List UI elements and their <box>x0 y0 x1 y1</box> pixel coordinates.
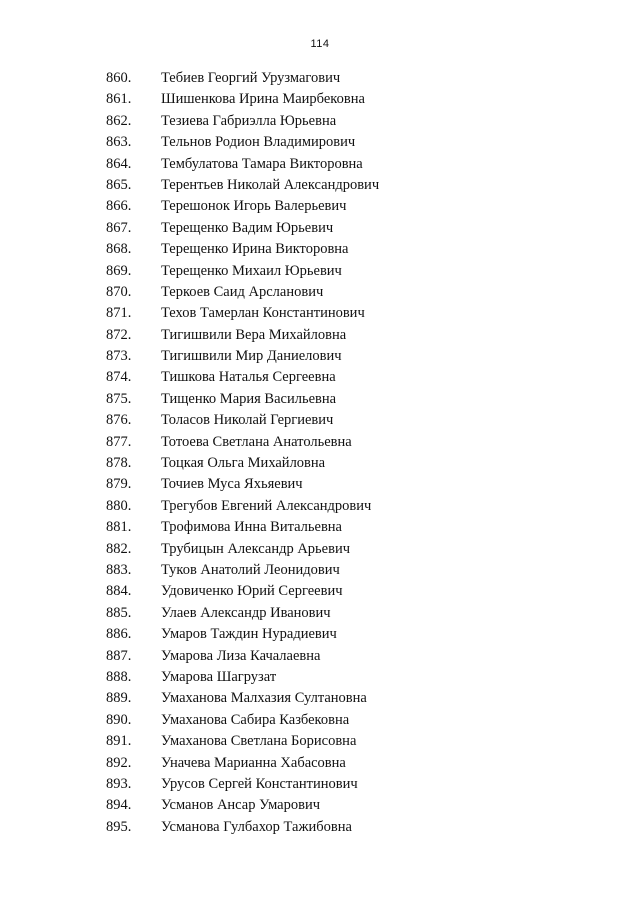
entry-name: Умаханова Сабира Казбековна <box>161 711 350 728</box>
list-item <box>0 325 640 346</box>
entry-number: 869. <box>106 262 132 279</box>
entry-name: Терещенко Михаил Юрьевич <box>161 262 342 279</box>
entry-number: 892. <box>106 754 132 771</box>
entry-number: 882. <box>106 540 132 557</box>
list-item <box>0 389 640 410</box>
entry-name: Тоцкая Ольга Михайловна <box>161 455 326 472</box>
entry-number: 867. <box>106 219 132 236</box>
entry-name: Умарова Шагрузат <box>161 668 277 685</box>
entry-name: Терешонок Игорь Валерьевич <box>161 198 347 215</box>
list-item <box>0 817 640 838</box>
entry-number: 870. <box>106 283 132 300</box>
entry-name: Тигишвили Мир Даниелович <box>161 348 342 365</box>
entry-number: 883. <box>106 561 132 578</box>
list-item <box>0 154 640 175</box>
entry-name: Тишкова Наталья Сергеевна <box>161 369 336 386</box>
entry-name: Умаров Таждин Нурадиевич <box>161 626 337 643</box>
entry-number: 861. <box>106 91 132 108</box>
entry-name: Трофимова Инна Витальевна <box>161 519 342 536</box>
list-item <box>0 132 640 153</box>
list-item <box>0 239 640 260</box>
entry-number: 877. <box>106 433 132 450</box>
list-item <box>0 581 640 602</box>
list-item <box>0 560 640 581</box>
entry-name: Терещенко Вадим Юрьевич <box>161 219 334 236</box>
entry-number: 888. <box>106 668 132 685</box>
list-item <box>0 731 640 752</box>
entry-name: Усманов Ансар Умарович <box>161 797 321 814</box>
list-item <box>0 774 640 795</box>
list-item <box>0 68 640 89</box>
entry-name: Техов Тамерлан Константинович <box>161 305 365 322</box>
list-item <box>0 667 640 688</box>
entry-number: 886. <box>106 626 132 643</box>
entry-name: Умарова Лиза Качалаевна <box>161 647 321 664</box>
entry-number: 878. <box>106 455 132 472</box>
entry-name: Терещенко Ирина Викторовна <box>161 241 349 258</box>
list-item <box>0 710 640 731</box>
entry-name: Трегубов Евгений Александрович <box>161 497 372 514</box>
entry-number: 880. <box>106 497 132 514</box>
entry-number: 865. <box>106 176 132 193</box>
list-item <box>0 624 640 645</box>
entry-number: 885. <box>106 604 132 621</box>
entry-number: 866. <box>106 198 132 215</box>
list-item <box>0 410 640 431</box>
entry-number: 891. <box>106 733 132 750</box>
list-item <box>0 346 640 367</box>
entry-number: 875. <box>106 390 132 407</box>
entry-number: 872. <box>106 326 132 343</box>
list-item <box>0 539 640 560</box>
list-item <box>0 646 640 667</box>
entry-number: 863. <box>106 134 132 151</box>
list-item <box>0 517 640 538</box>
entry-name: Толасов Николай Гергиевич <box>161 412 334 429</box>
entry-name: Тигишвили Вера Михайловна <box>161 326 347 343</box>
entry-number: 860. <box>106 70 132 86</box>
entry-name: Туков Анатолий Леонидович <box>161 561 340 578</box>
entry-name: Усманова Гулбахор Тажибовна <box>161 818 352 835</box>
list-item <box>0 367 640 388</box>
entry-name: Тезиева Габриэлла Юрьевна <box>161 112 337 129</box>
entry-name: Терентьев Николай Александрович <box>161 176 380 193</box>
entry-number: 889. <box>106 690 132 707</box>
entry-number: 881. <box>106 519 132 536</box>
list-item <box>0 432 640 453</box>
list-item <box>0 603 640 624</box>
list-item <box>0 795 640 816</box>
entry-number: 864. <box>106 155 132 172</box>
entry-name: Тельнов Родион Владимирович <box>161 134 356 151</box>
list-item <box>0 688 640 709</box>
entry-name: Тембулатова Тамара Викторовна <box>161 155 363 172</box>
list-item <box>0 753 640 774</box>
list-item <box>0 261 640 282</box>
entry-number: 890. <box>106 711 132 728</box>
list-item <box>0 175 640 196</box>
entry-number: 894. <box>106 797 132 814</box>
list-item <box>0 453 640 474</box>
entry-name: Урусов Сергей Константинович <box>161 775 358 792</box>
list-item <box>0 196 640 217</box>
entry-number: 873. <box>106 348 132 365</box>
entry-name: Удовиченко Юрий Сергеевич <box>161 583 343 600</box>
entry-number: 868. <box>106 241 132 258</box>
entry-number: 887. <box>106 647 132 664</box>
list-item <box>0 303 640 324</box>
entry-name: Тищенко Мария Васильевна <box>161 390 337 407</box>
entry-number: 895. <box>106 818 132 835</box>
entry-name: Улаев Александр Иванович <box>161 604 331 621</box>
list-item <box>0 111 640 132</box>
entry-number: 884. <box>106 583 132 600</box>
list-item <box>0 282 640 303</box>
entry-name: Шишенкова Ирина Маирбековна <box>161 91 365 108</box>
list-item <box>0 89 640 110</box>
entry-name: Трубицын Александр Арьевич <box>161 540 351 557</box>
list-item <box>0 496 640 517</box>
entry-number: 876. <box>106 412 132 429</box>
list-item <box>0 474 640 495</box>
entry-number: 879. <box>106 476 132 493</box>
entry-name: Тотоева Светлана Анатольевна <box>161 433 352 450</box>
entry-name: Тебиев Георгий Урузмагович <box>161 70 341 86</box>
entry-name: Умаханова Светлана Борисовна <box>161 733 357 750</box>
entry-name: Теркоев Саид Арсланович <box>161 283 324 300</box>
entry-number: 893. <box>106 775 132 792</box>
page-number: 114 <box>310 38 330 50</box>
entry-name: Умаханова Малхазия Султановна <box>161 690 367 707</box>
entry-name: Точиев Муса Яхьяевич <box>161 476 303 493</box>
name-list <box>0 68 640 838</box>
entry-number: 874. <box>106 369 132 386</box>
entry-name: Уначева Марианна Хабасовна <box>161 754 346 771</box>
list-item <box>0 218 640 239</box>
entry-number: 862. <box>106 112 132 129</box>
entry-number: 871. <box>106 305 132 322</box>
